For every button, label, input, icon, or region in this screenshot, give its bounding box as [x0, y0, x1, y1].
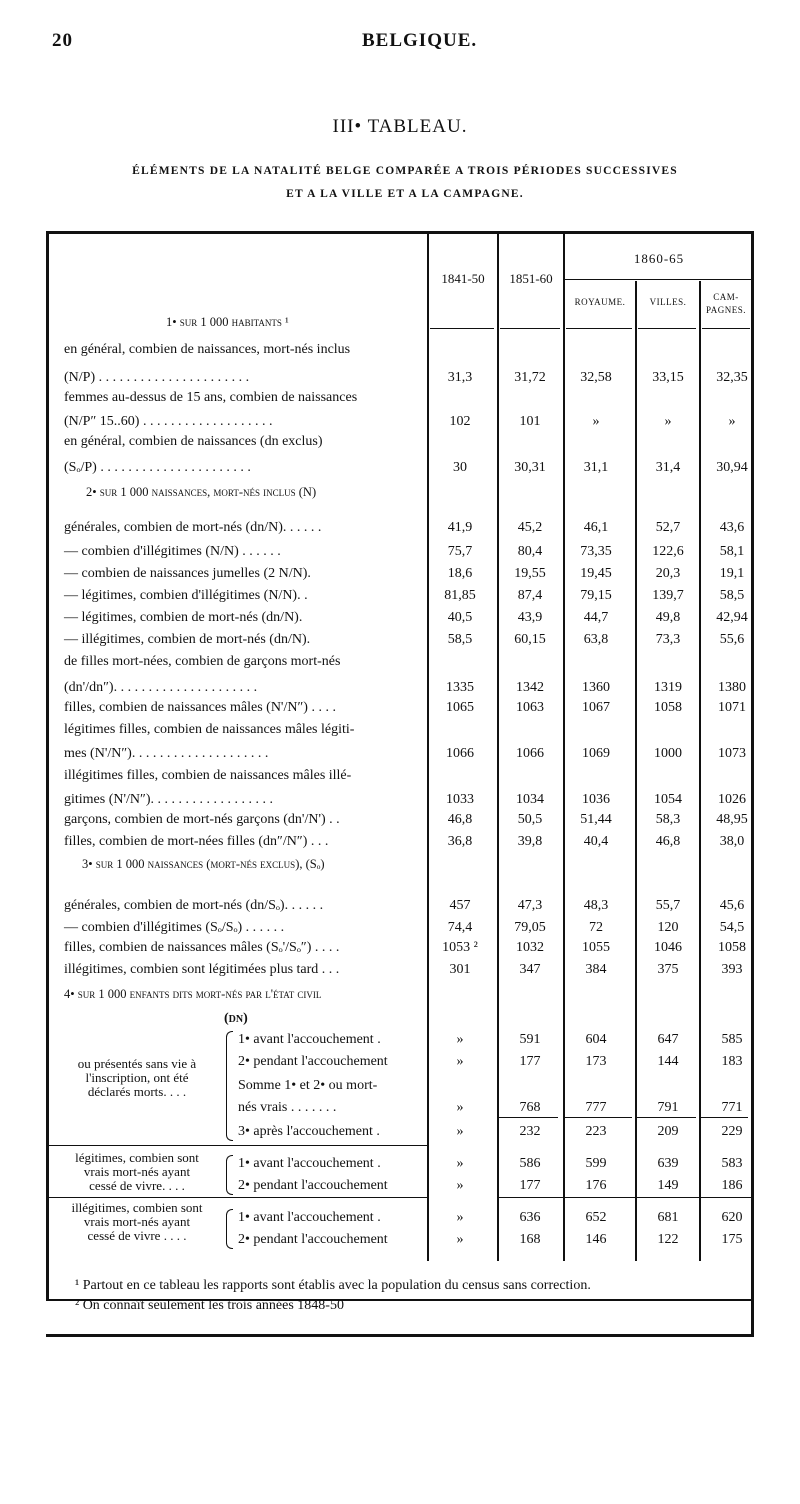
table-row [46, 651, 754, 673]
header-bottom-rule-3 [566, 328, 632, 329]
cell-1851-60: 31,72 [514, 370, 546, 385]
row-label: garçons, combien de mort-nés garçons (dn'/N') . . [64, 812, 340, 827]
table-row [46, 831, 754, 853]
cell-1841-50: 18,6 [447, 566, 473, 581]
cell-villes: 58,3 [655, 812, 681, 827]
cell-villes: » [664, 414, 672, 429]
cell-villes: 52,7 [655, 520, 681, 535]
cell-1841-50: 1033 [446, 792, 474, 807]
table-row [46, 895, 754, 917]
column-header-villes: VILLES. [649, 297, 687, 307]
row-label: filles, combien de naissances mâles (Sₒ'/Sₒ″) . . . . [64, 940, 340, 955]
separator-rule [564, 1117, 632, 1118]
cell-1841-50: » [456, 1210, 464, 1225]
cell-royaume: 384 [585, 962, 607, 977]
column-header-1851-60: 1851-60 [509, 271, 553, 286]
table-row [46, 367, 754, 389]
cell-villes: 120 [657, 920, 679, 935]
row-label: — légitimes, combien d'illégitimes (N/N). . [64, 588, 308, 603]
section-heading-3: 3• sur 1 000 naissances (mort-nés exclus), (Sₒ) [82, 857, 325, 871]
cell-1851-60: 39,8 [517, 834, 543, 849]
cell-royaume: 176 [585, 1178, 607, 1193]
cell-royaume: 48,3 [583, 898, 609, 913]
cell-1841-50: » [456, 1054, 464, 1069]
cell-campagnes: 30,94 [716, 460, 748, 475]
cell-villes: 209 [657, 1124, 679, 1139]
cell-1851-60: 87,4 [517, 588, 543, 603]
cell-royaume: 31,1 [583, 460, 609, 475]
table-top-rule [46, 231, 754, 234]
section-heading-2: 2• sur 1 000 naissances, mort-nés inclus (N) [86, 485, 317, 499]
row-label: gitimes (N'/N″). . . . . . . . . . . . . . . . . . [64, 792, 274, 807]
cell-villes: 55,7 [655, 898, 681, 913]
cell-1851-60: 636 [519, 1210, 541, 1225]
cell-1851-60: 60,15 [514, 632, 546, 647]
table-row [46, 387, 754, 409]
table-row [46, 937, 754, 959]
cell-villes: 73,3 [655, 632, 681, 647]
row-label: 2• pendant l'accouchement [238, 1178, 388, 1193]
table-row [46, 917, 754, 939]
cell-royaume: 1055 [582, 940, 610, 955]
row-label: 2• pendant l'accouchement [238, 1054, 388, 1069]
cell-campagnes: 1026 [718, 792, 746, 807]
row-label: filles, combien de mort-nées filles (dn″/N″) . . . [64, 834, 329, 849]
cell-royaume: 1036 [582, 792, 610, 807]
cell-1841-50: 30 [453, 460, 467, 475]
cell-campagnes: 1058 [718, 940, 746, 955]
separator-rule [636, 1117, 696, 1118]
row-label: — combien de naissances jumelles (2 N/N). [64, 566, 311, 581]
table-row [46, 809, 754, 831]
cell-campagnes: 175 [721, 1232, 743, 1247]
cell-campagnes: 55,6 [719, 632, 745, 647]
cell-royaume: 1360 [582, 680, 610, 695]
cell-campagnes: 42,94 [716, 610, 748, 625]
cell-villes: 639 [657, 1156, 679, 1171]
cell-villes: 1000 [654, 746, 682, 761]
row-label: (N/P) . . . . . . . . . . . . . . . . . . . . . . [64, 370, 250, 385]
cell-campagnes: 1071 [718, 700, 746, 715]
cell-1841-50: 41,9 [447, 520, 473, 535]
cell-royaume: 223 [585, 1124, 607, 1139]
cell-royaume: 32,58 [580, 370, 612, 385]
row-label: femmes au-dessus de 15 ans, combien de naissances [64, 390, 358, 405]
cell-villes: 144 [657, 1054, 679, 1069]
cell-campagnes: 38,0 [719, 834, 745, 849]
table-bottom-rule [46, 1334, 754, 1337]
cell-1841-50: 75,7 [447, 544, 473, 559]
table-row [46, 743, 754, 765]
row-label: (N/P″ 15..60) . . . . . . . . . . . . . . . . . . . [64, 414, 273, 429]
table-row [46, 457, 754, 479]
separator-rule [46, 1197, 427, 1198]
cell-villes: 1046 [654, 940, 682, 955]
cell-campagnes: 19,1 [719, 566, 745, 581]
group-label-line: illégitimes, combien sont [71, 1200, 203, 1215]
cell-royaume: 599 [585, 1156, 607, 1171]
cell-campagnes: 583 [721, 1156, 743, 1171]
cell-1851-60: 79,05 [514, 920, 546, 935]
cell-royaume: 1067 [582, 700, 610, 715]
group-row [46, 1075, 754, 1097]
cell-1851-60: 1034 [516, 792, 544, 807]
cell-1841-50: » [456, 1100, 464, 1115]
row-label: 1• avant l'accouchement . [238, 1156, 381, 1171]
cell-villes: 681 [657, 1210, 679, 1225]
cell-royaume: 1069 [582, 746, 610, 761]
column-header-royaume: ROYAUME. [574, 297, 626, 307]
row-label: illégitimes, combien sont légitimées plus tard . . . [64, 962, 340, 977]
row-label: — illégitimes, combien de mort-nés (dn/N). [64, 632, 311, 647]
cell-villes: 49,8 [655, 610, 681, 625]
cell-villes: 46,8 [655, 834, 681, 849]
cell-1841-50: » [456, 1124, 464, 1139]
footnote-2: ² On connaît seulement les trois années 1848-50 [75, 1298, 344, 1313]
cell-villes: 791 [657, 1100, 679, 1115]
cell-1851-60: 177 [519, 1054, 541, 1069]
cell-1841-50: 81,85 [444, 588, 476, 603]
cell-campagnes: 48,95 [716, 812, 748, 827]
table-row [46, 789, 754, 811]
cell-royaume: 51,44 [580, 812, 612, 827]
cell-1851-60: 177 [519, 1178, 541, 1193]
row-label: filles, combien de naissances mâles (N'/N″) . . . . [64, 700, 336, 715]
cell-1841-50: » [456, 1232, 464, 1247]
header-bottom-rule-4 [638, 328, 696, 329]
header-bottom-rule-1 [430, 328, 494, 329]
table-row [46, 629, 754, 651]
cell-villes: 122 [657, 1232, 679, 1247]
cell-1851-60: 50,5 [517, 812, 543, 827]
cell-royaume: 19,45 [580, 566, 612, 581]
cell-1851-60: 43,9 [517, 610, 543, 625]
row-label: — combien d'illégitimes (Sₒ/Sₒ) . . . . . . [64, 920, 285, 935]
group-label-line: vrais mort-nés ayant [83, 1214, 191, 1229]
cell-1841-50: 40,5 [447, 610, 473, 625]
group-label-line: cessé de vivre . . . . [87, 1228, 187, 1243]
cell-1841-50: 74,4 [447, 920, 473, 935]
column-header-1860-65: 1860-65 [633, 251, 685, 266]
table-row [46, 697, 754, 719]
cell-1851-60: 19,55 [514, 566, 546, 581]
separator-rule [498, 1197, 752, 1198]
cell-1841-50: » [456, 1178, 464, 1193]
table-row [46, 517, 754, 539]
column-header-1841-50: 1841-50 [441, 271, 485, 286]
cell-villes: 1319 [654, 680, 682, 695]
cell-1851-60: 586 [519, 1156, 541, 1171]
row-label: nés vrais . . . . . . . [238, 1100, 337, 1115]
group-label-line: ou présentés sans vie à [77, 1056, 197, 1071]
row-label: — combien d'illégitimes (N/N) . . . . . . [64, 544, 281, 559]
table-row [46, 585, 754, 607]
cell-1851-60: 45,2 [517, 520, 543, 535]
cell-royaume: 652 [585, 1210, 607, 1225]
cell-campagnes: 1073 [718, 746, 746, 761]
row-label: en général, combien de naissances, mort-nés inclus [64, 342, 351, 357]
cell-campagnes: 54,5 [719, 920, 745, 935]
cell-campagnes: 771 [721, 1100, 743, 1115]
cell-royaume: 604 [585, 1032, 607, 1047]
cell-royaume: 63,8 [583, 632, 609, 647]
table-row [46, 719, 754, 741]
table-subtitle-line-1: ÉLÉMENTS DE LA NATALITÉ BELGE COMPARÉE A TROIS PÉRIODES SUCCESSIVES [132, 165, 678, 177]
cell-1851-60: 30,31 [514, 460, 546, 475]
cell-campagnes: 32,35 [716, 370, 748, 385]
table-row [46, 765, 754, 787]
cell-1841-50: 457 [449, 898, 471, 913]
cell-1851-60: 1063 [516, 700, 544, 715]
group-row [46, 1175, 754, 1197]
row-label: générales, combien de mort-nés (dn/N). . . . . . [64, 520, 322, 535]
group-row [46, 1051, 754, 1073]
cell-1851-60: 591 [519, 1032, 541, 1047]
cell-1841-50: 1053 ² [442, 940, 478, 955]
table-row [46, 411, 754, 433]
table-row [46, 431, 754, 453]
cell-villes: 1058 [654, 700, 682, 715]
table-row [46, 541, 754, 563]
cell-1841-50: 102 [449, 414, 471, 429]
section-heading-4: 4• sur 1 000 enfants dits mort-nés par l'état civil [64, 987, 322, 1001]
cell-campagnes: 620 [721, 1210, 743, 1225]
cell-campagnes: 183 [721, 1054, 743, 1069]
table-row [46, 339, 754, 361]
cell-royaume: 777 [585, 1100, 607, 1115]
row-label: 1• avant l'accouchement . [238, 1032, 381, 1047]
cell-1851-60: 168 [519, 1232, 541, 1247]
group-label-line: cessé de vivre. . . . [89, 1178, 185, 1193]
row-label: générales, combien de mort-nés (dn/Sₒ). . . . . . [64, 898, 324, 913]
group-label-line: vrais mort-nés ayant [83, 1164, 191, 1179]
cell-campagnes: 1380 [718, 680, 746, 695]
section-heading-1: 1• sur 1 000 habitants ¹ [166, 315, 289, 329]
separator-rule [498, 1117, 558, 1118]
footnote-1: ¹ Partout en ce tableau les rapports sont établis avec la population du census sans correction. [75, 1278, 591, 1293]
cell-royaume: 73,35 [580, 544, 612, 559]
header-bottom-rule-5 [702, 328, 750, 329]
cell-1851-60: 347 [519, 962, 541, 977]
row-label: Somme 1• et 2• ou mort- [238, 1078, 378, 1093]
row-label: 3• après l'accouchement . [238, 1124, 380, 1139]
table-row [46, 959, 754, 981]
table-row [46, 607, 754, 629]
cell-campagnes: 58,5 [719, 588, 745, 603]
cell-1851-60: 47,3 [517, 898, 543, 913]
cell-villes: 647 [657, 1032, 679, 1047]
cell-1841-50: 301 [449, 962, 471, 977]
cell-1841-50: » [456, 1156, 464, 1171]
table-row [46, 563, 754, 585]
cell-royaume: 40,4 [583, 834, 609, 849]
row-label: 2• pendant l'accouchement [238, 1232, 388, 1247]
row-label: mes (N'/N″). . . . . . . . . . . . . . . . . . . . [64, 746, 269, 761]
table-subtitle-line-2: ET A LA VILLE ET A LA CAMPAGNE. [286, 188, 524, 200]
cell-royaume: 146 [585, 1232, 607, 1247]
cell-royaume: 79,15 [580, 588, 612, 603]
group-label-line: légitimes, combien sont [75, 1150, 199, 1165]
cell-1841-50: 58,5 [447, 632, 473, 647]
cell-campagnes: 229 [721, 1124, 743, 1139]
running-title: BELGIQUE. [362, 30, 478, 51]
cell-1841-50: 46,8 [447, 812, 473, 827]
row-label: en général, combien de naissances (dn exclus) [64, 434, 323, 449]
cell-villes: 33,15 [652, 370, 684, 385]
section-heading-4-symbol: (dn) [224, 1011, 248, 1026]
cell-1841-50: 1065 [446, 700, 474, 715]
cell-1851-60: 768 [519, 1100, 541, 1115]
group-row [46, 1150, 754, 1175]
cell-campagnes: 585 [721, 1032, 743, 1047]
header-bottom-rule-2 [500, 328, 560, 329]
row-label: — légitimes, combien de mort-nés (dn/N). [64, 610, 303, 625]
separator-rule [700, 1117, 748, 1118]
cell-campagnes: 58,1 [719, 544, 745, 559]
table-row [46, 677, 754, 699]
cell-royaume: 72 [589, 920, 603, 935]
cell-villes: 31,4 [655, 460, 681, 475]
cell-1841-50: 36,8 [447, 834, 473, 849]
period-3-rule [563, 279, 753, 280]
cell-1841-50: 1066 [446, 746, 474, 761]
cell-1851-60: 101 [519, 414, 541, 429]
group-row [46, 1229, 754, 1251]
cell-royaume: 46,1 [583, 520, 609, 535]
cell-campagnes: 393 [721, 962, 743, 977]
cell-1851-60: 1066 [516, 746, 544, 761]
row-label: 1• avant l'accouchement . [238, 1210, 381, 1225]
statistics-table [46, 231, 754, 1337]
cell-campagnes: 43,6 [719, 520, 745, 535]
cell-1851-60: 80,4 [517, 544, 543, 559]
row-label: (Sₒ/P) . . . . . . . . . . . . . . . . . . . . . . [64, 460, 251, 475]
cell-1851-60: 1032 [516, 940, 544, 955]
row-label: de filles mort-nées, combien de garçons mort-nés [64, 654, 341, 669]
row-label: illégitimes filles, combien de naissances mâles illé- [64, 768, 352, 783]
cell-royaume: » [592, 414, 600, 429]
cell-1851-60: 232 [519, 1124, 541, 1139]
cell-villes: 149 [657, 1178, 679, 1193]
cell-campagnes: » [728, 414, 736, 429]
cell-villes: 375 [657, 962, 679, 977]
group-label-line: l'inscription, ont été [85, 1070, 189, 1085]
separator-rule [46, 1145, 427, 1146]
page-number: 20 [52, 30, 73, 51]
group-row [46, 1097, 754, 1119]
group-row [46, 1207, 754, 1229]
column-header-campagnes: CAM-PAGNES. [706, 292, 746, 315]
cell-villes: 20,3 [655, 566, 681, 581]
cell-1841-50: 1335 [446, 680, 474, 695]
cell-campagnes: 186 [721, 1178, 743, 1193]
cell-campagnes: 45,6 [719, 898, 745, 913]
cell-1851-60: 1342 [516, 680, 544, 695]
group-row [46, 1029, 754, 1051]
cell-1841-50: 31,3 [447, 370, 473, 385]
cell-1841-50: » [456, 1032, 464, 1047]
cell-royaume: 173 [585, 1054, 607, 1069]
cell-villes: 1054 [654, 792, 682, 807]
row-label: légitimes filles, combien de naissances mâles légiti- [64, 722, 355, 737]
group-row [46, 1121, 754, 1143]
cell-villes: 139,7 [652, 588, 684, 603]
table-title: III• TABLEAU. [332, 116, 468, 137]
group-label-line: déclarés morts. . . . [87, 1084, 187, 1099]
row-label: (dn'/dn″). . . . . . . . . . . . . . . . . . . . . [64, 680, 258, 695]
cell-royaume: 44,7 [583, 610, 609, 625]
cell-villes: 122,6 [652, 544, 684, 559]
